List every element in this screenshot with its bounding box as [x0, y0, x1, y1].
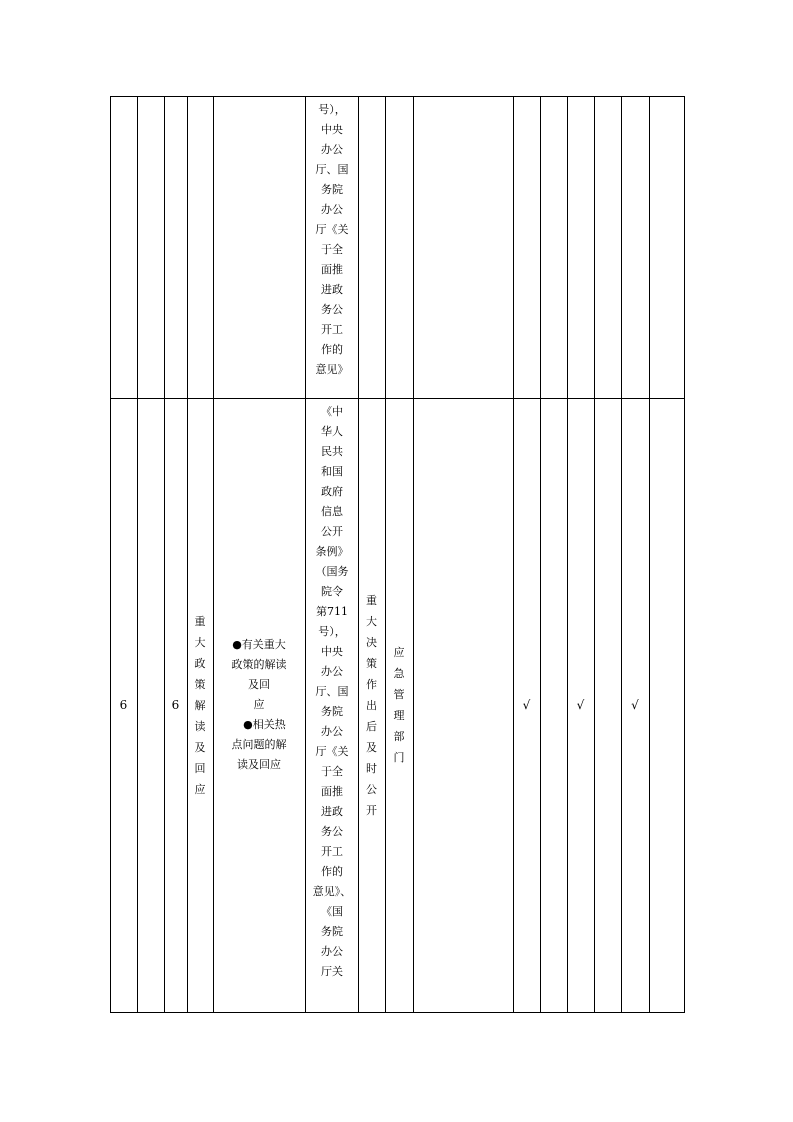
basis-line: 条例》 — [315, 545, 349, 558]
item-line: 及 — [194, 740, 206, 754]
check-mark: √ — [576, 698, 585, 712]
column-line — [649, 96, 650, 1013]
dept-line: 理 — [393, 709, 405, 722]
table-bottom-border — [110, 1012, 684, 1013]
item-line: 读 — [194, 719, 206, 733]
item-line: 策 — [194, 677, 206, 691]
time-line: 出 — [366, 698, 377, 712]
check-cell — [621, 398, 649, 1012]
basis-line: 民共 — [321, 445, 343, 458]
dept-line: 管 — [393, 688, 405, 701]
basis-line: 中央 — [321, 645, 343, 658]
basis-line: 办公 — [321, 725, 343, 738]
item-line: 回 — [194, 761, 206, 775]
content-line: 及回 — [248, 678, 270, 691]
time-line: 后 — [366, 719, 377, 733]
basis-line: 意见》、 — [312, 885, 352, 898]
item-cell — [187, 398, 213, 1012]
item-line: 大 — [194, 635, 206, 649]
item-line: 解 — [194, 698, 206, 712]
basis-line: 开工 — [321, 845, 343, 858]
basis-line: 面推 — [321, 785, 343, 798]
row-sub-index: 6 — [171, 698, 180, 712]
time-cell — [358, 398, 385, 1012]
basis-line: 号）， — [318, 625, 346, 638]
basis-line: 务院 — [321, 925, 343, 938]
check-cell — [513, 398, 540, 1012]
time-line: 开 — [366, 803, 377, 817]
dept-line: 急 — [393, 667, 405, 680]
basis-cell — [305, 402, 359, 1010]
time-line: 及 — [366, 740, 377, 754]
basis-line: 务公 — [321, 825, 343, 838]
basis-line: 于全 — [321, 243, 343, 256]
basis-line: 政府 — [321, 485, 343, 498]
content-line: 应 — [253, 698, 265, 711]
basis-line: 于全 — [321, 765, 343, 778]
content-line: 政策的解读 — [231, 658, 287, 671]
basis-line: 公开 — [321, 525, 343, 538]
time-line: 决 — [366, 635, 377, 649]
dept-line: 部 — [393, 730, 405, 743]
content-cell — [213, 398, 305, 1012]
basis-line: 厅关 — [321, 965, 343, 978]
basis-line: 办公 — [321, 665, 343, 678]
basis-line: 务公 — [321, 303, 343, 316]
basis-line: 华人 — [321, 425, 343, 438]
content-line: ●有关重大 — [232, 638, 286, 651]
basis-line: （国务 — [315, 565, 349, 578]
column-line — [594, 96, 595, 1013]
basis-line: 作的 — [321, 343, 343, 356]
time-line: 公 — [366, 782, 377, 796]
basis-line: 开工 — [321, 323, 343, 336]
basis-line: 院令 — [321, 585, 343, 598]
row-index: 6 — [119, 698, 128, 712]
check-cell — [567, 398, 594, 1012]
check-mark: √ — [522, 698, 531, 712]
sub-index-cell — [164, 398, 187, 1012]
basis-line: 厅《关 — [315, 223, 349, 236]
basis-line: 进政 — [321, 805, 343, 818]
basis-line: 进政 — [321, 283, 343, 296]
basis-line: 信息 — [321, 505, 343, 518]
table-top-border — [110, 96, 684, 97]
basis-line: 中央 — [321, 123, 343, 136]
basis-line: 和国 — [321, 465, 343, 478]
column-line — [684, 96, 685, 1013]
time-line: 作 — [366, 677, 377, 691]
content-line: 读及回应 — [237, 758, 281, 771]
item-line: 重 — [194, 614, 206, 628]
dept-cell — [385, 398, 413, 1012]
basis-line: 厅《关 — [315, 745, 349, 758]
item-line: 应 — [194, 782, 206, 796]
content-line: 点问题的解 — [231, 738, 287, 751]
basis-line: 号）， — [318, 103, 346, 116]
basis-line: 办公 — [321, 203, 343, 216]
basis-line: 务院 — [321, 705, 343, 718]
content-line: ●相关热 — [232, 718, 286, 731]
basis-line: 《国 — [321, 905, 343, 918]
basis-line: 面推 — [321, 263, 343, 276]
dept-line: 应 — [393, 646, 405, 659]
dept-line: 门 — [393, 751, 405, 764]
time-line: 大 — [366, 614, 377, 628]
basis-line: 意见》 — [315, 363, 349, 376]
basis-line: 办公 — [321, 143, 343, 156]
time-line: 策 — [366, 656, 377, 670]
basis-line: 作的 — [321, 865, 343, 878]
basis-line: 第711 — [316, 605, 348, 618]
time-line: 重 — [366, 593, 377, 607]
check-mark: √ — [631, 698, 639, 712]
column-line — [413, 96, 414, 1013]
basis-line: 务院 — [321, 183, 343, 196]
column-line — [540, 96, 541, 1013]
column-line — [137, 96, 138, 1013]
basis-line: 厅、国 — [315, 163, 349, 176]
time-line: 时 — [366, 761, 377, 775]
index-cell — [110, 398, 137, 1012]
basis-line: 厅、国 — [315, 685, 349, 698]
basis-line: 办公 — [321, 945, 343, 958]
item-line: 政 — [194, 656, 206, 670]
basis-cell — [305, 100, 359, 396]
basis-line: 《中 — [321, 405, 343, 418]
